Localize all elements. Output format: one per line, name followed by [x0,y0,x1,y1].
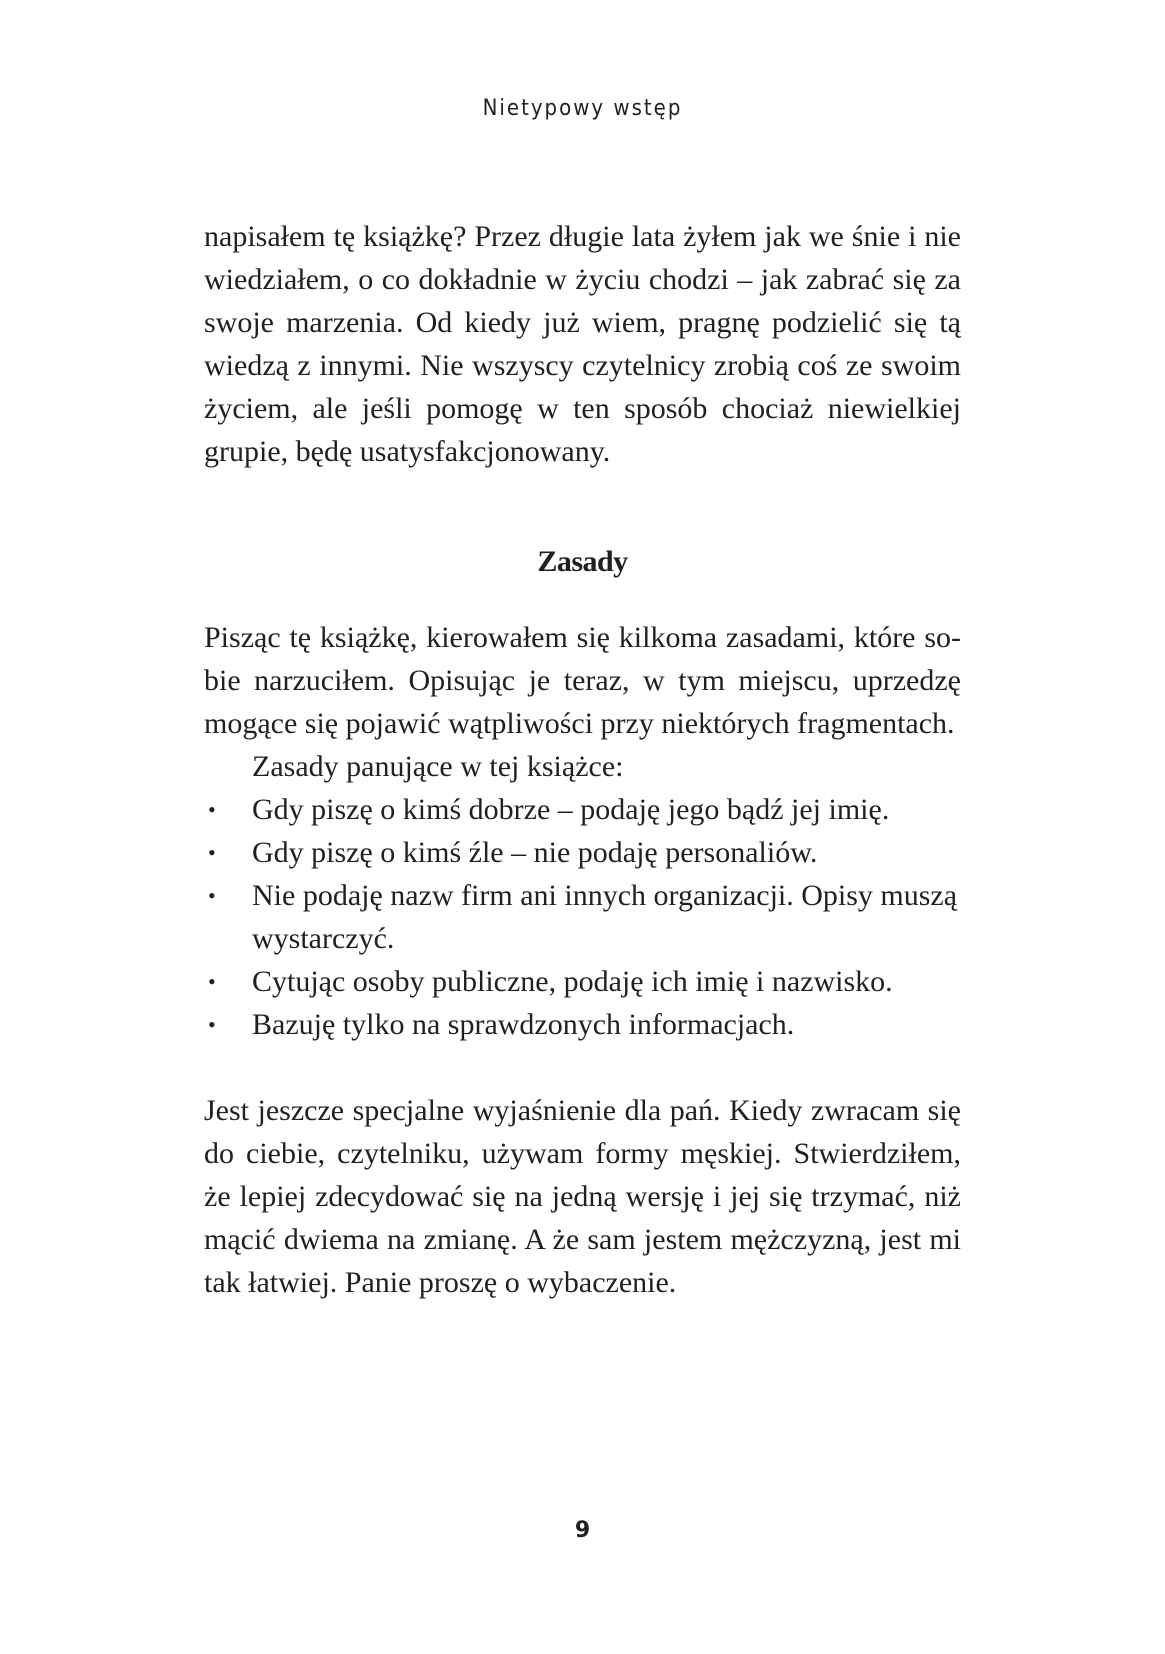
list-item [204,831,961,874]
bullet-icon: • [208,883,216,908]
bullet-icon: • [208,969,216,994]
rule-text: Gdy piszę o kimś źle – nie podaję personaliów. [252,836,818,869]
rule-text: Cytując osoby publiczne, podaję ich imię i nazwisko. [252,965,893,998]
list-item [204,1003,961,1046]
list-item [204,788,961,831]
running-head-title: Nietypowy wstęp [482,96,683,121]
list-item [204,960,961,1003]
paragraph-rules-context: Pisząc tę książkę, kierowałem się kilkoma zasadami, które sobie narzuciłem. Opisując je teraz, w tym miejscu, uprzedzę mogące się pojawić wątpliwości przy niektórych fragmentach. [204,621,961,740]
bullet-icon: • [208,840,216,865]
page-content [204,215,961,1304]
rules-intro: Zasady panujące w tej książce: [252,750,624,783]
rules-list [204,788,961,1046]
section-heading: Zasady [537,545,628,578]
rule-text: Nie podaję nazw firm ani innych organizacji. Opisy muszą wystarczyć. [252,879,958,955]
paragraph-intro-continuation: napisałem tę książkę? Przez długie lata żyłem jak we śnie i nie wiedziałem, o co dokładnie w życiu chodzi – jak zabrać się za swoje marzenia. Od kiedy już wiem, pragnę podzielić się tą wiedzą z innymi. Nie wszyscy czytelnicy zrobią coś ze swoim życiem, ale jeśli pomogę w ten sposób chociaż niewielkiej grupie, będę usatysfakcjonowany. [204,220,961,468]
rule-text: Bazuję tylko na sprawdzonych informacjach. [252,1008,795,1041]
list-item [204,874,961,960]
bullet-icon: • [208,797,216,822]
paragraph-note-for-women: Jest jeszcze specjalne wyjaśnienie dla pań. Kiedy zwracam się do ciebie, czytelniku, używam formy męskiej. Stwierdziłem, że lepiej zdecydować się na jedną wersję i jej się trzymać, niż mącić dwiema na zmianę. A że sam jestem mężczyzną, jest mi tak łatwiej. Panie proszę o wybaczenie. [204,1094,961,1299]
bullet-icon: • [208,1012,216,1037]
rule-text: Gdy piszę o kimś dobrze – podaję jego bądź jej imię. [252,793,890,826]
page-number: 9 [574,1518,591,1543]
